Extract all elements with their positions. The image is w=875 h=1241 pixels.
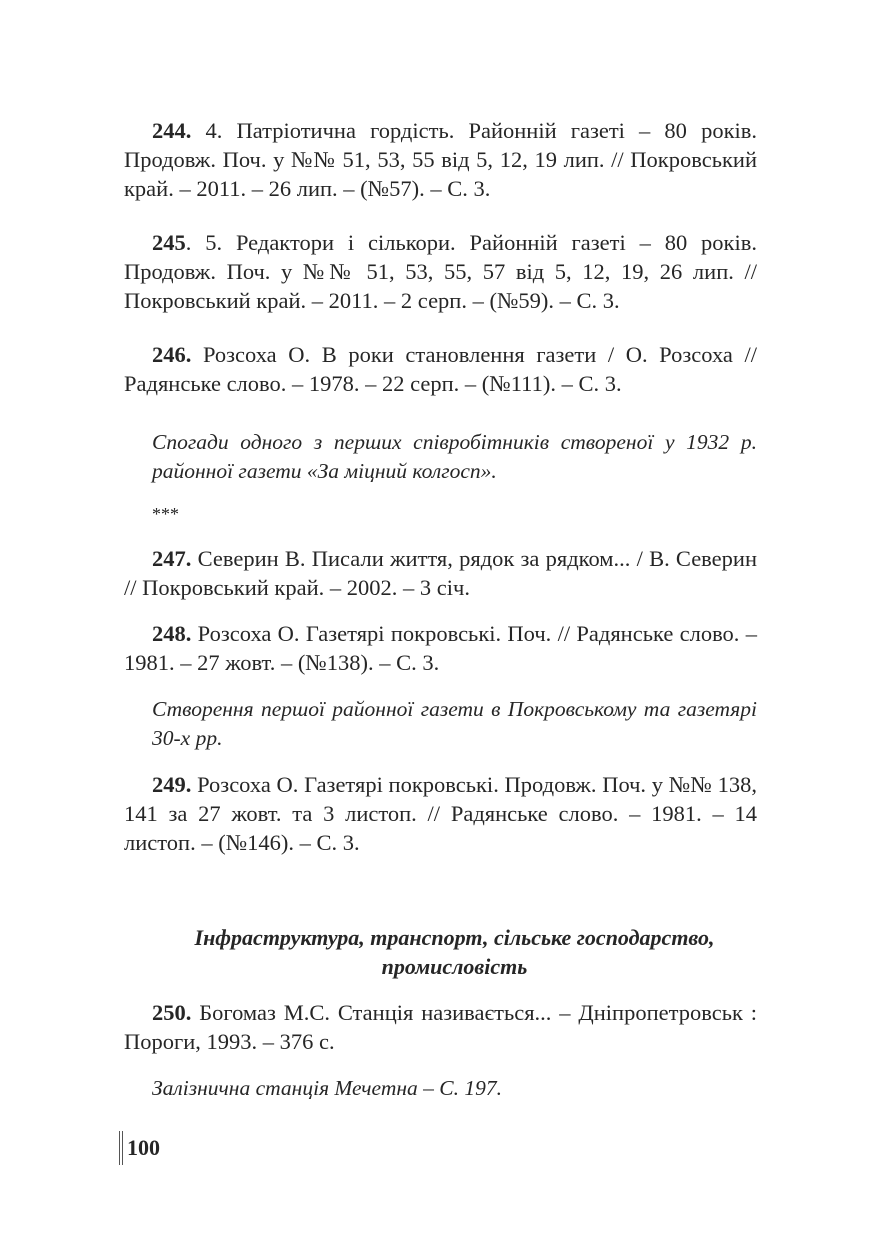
section-heading-line1: Інфраструктура, транспорт, сільське господарство, (194, 925, 715, 950)
entry-text: Розсоха О. Газетярі покровські. Поч. // Радянське слово. – 1981. – 27 жовт. – (№138). – С. 3. (124, 621, 757, 675)
footer-rule (119, 1131, 123, 1165)
bibliography-entry-245 (124, 228, 757, 315)
annotation-246: Спогади одного з перших співробітників створеної у 1932 р. районної газети «За міцний колгосп». (152, 430, 757, 483)
entry-number: 249. (152, 772, 192, 797)
page-number: 100 (127, 1135, 160, 1160)
entry-number: 247. (152, 546, 192, 571)
bibliography-entry-244 (124, 116, 757, 203)
entry-text: Богомаз М.С. Станція називається... – Дніпропетровськ : Пороги, 1993. – 376 с. (124, 1000, 757, 1054)
entry-text: Розсоха О. Газетярі покровські. Продовж. Поч. у №№ 138, 141 за 27 жовт. та 3 листоп. // Радянське слово. – 1981. – 14 листоп. – (№146). – С. 3. (124, 772, 757, 855)
entry-number: 245 (152, 230, 186, 255)
entry-number: 250. (152, 1000, 192, 1025)
bibliography-entry-248 (124, 619, 757, 677)
entry-number: 246. (152, 342, 192, 367)
annotation-248: Створення першої районної газети в Покровському та газетярі 30-х рр. (152, 697, 757, 750)
page-body (124, 112, 757, 1103)
separator-stars: *** (152, 504, 179, 524)
entry-number: 244. (152, 118, 192, 143)
section-heading (124, 923, 757, 981)
entry-number: 248. (152, 621, 192, 646)
entry-text: Северин В. Писали життя, рядок за рядком... / В. Северин // Покровський край. – 2002. – 3 січ. (124, 546, 757, 600)
entry-text: Розсоха О. В роки становлення газети / О. Розсоха // Радянське слово. – 1978. – 22 серп. – (№111). – С. 3. (124, 342, 757, 396)
entry-text: 4. Патріотична гордість. Районній газеті – 80 років. Продовж. Поч. у №№ 51, 53, 55 від 5, 12, 19 лип. // Покровський край. – 2011. – 26 лип. – (№57). – С. 3. (124, 118, 757, 201)
bibliography-entry-250 (124, 998, 757, 1056)
page-footer (119, 1131, 160, 1165)
annotation-250: Залізнична станція Мечетна – С. 197. (152, 1076, 502, 1100)
entry-text: . 5. Редактори і сількори. Районній газеті – 80 років. Продовж. Поч. у №№ 51, 53, 55, 57 від 5, 12, 19, 26 лип. // Покровський край. – 2011. – 2 серп. – (№59). – С. 3. (124, 230, 757, 313)
bibliography-entry-247 (124, 544, 757, 602)
bibliography-entry-249 (124, 770, 757, 857)
section-heading-line2: промисловість (381, 954, 528, 979)
bibliography-entry-246 (124, 340, 757, 398)
